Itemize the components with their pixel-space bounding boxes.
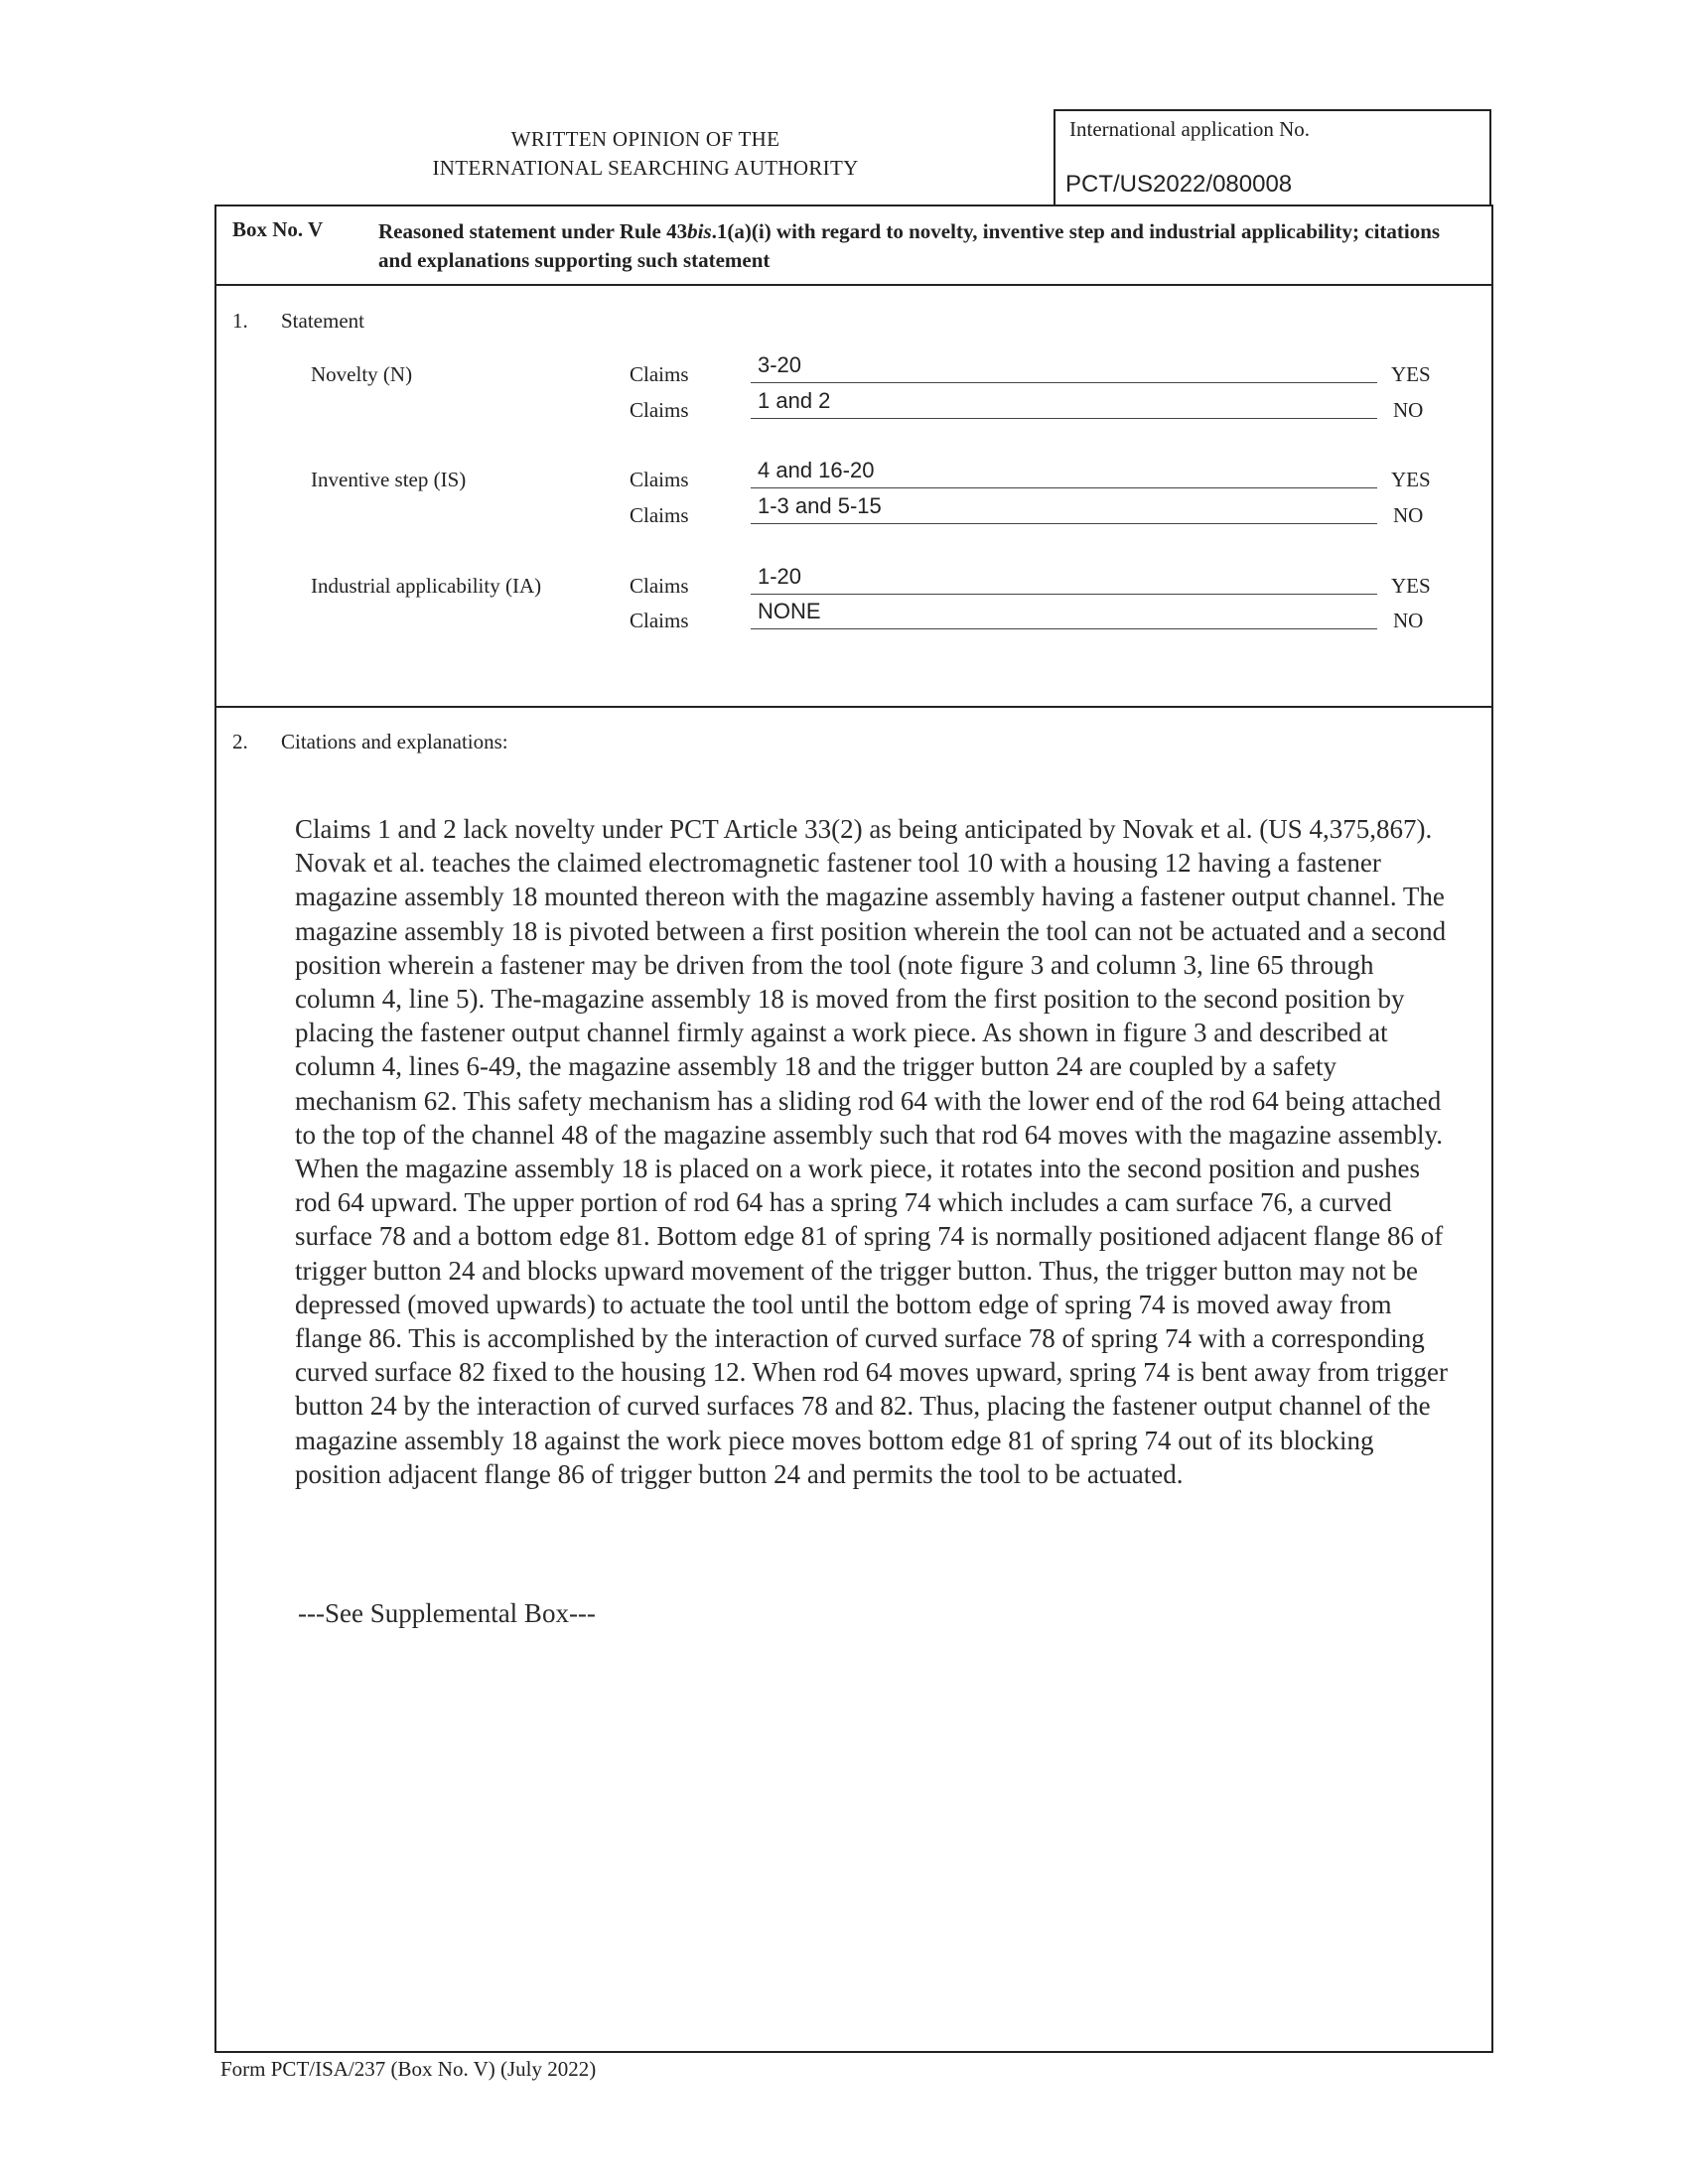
novelty-yes-claims: 3-20 [751, 353, 1377, 383]
inventive-yes-claims: 4 and 16-20 [751, 459, 1377, 488]
industrial-no-claims: NONE [751, 600, 1377, 629]
box-number: Box No. V [232, 217, 324, 241]
box-title-italic: bis [687, 219, 712, 243]
title-line-2: INTERNATIONAL SEARCHING AUTHORITY [432, 156, 859, 180]
novelty-no-claims: 1 and 2 [751, 389, 1377, 419]
box-title-prefix: Reasoned statement under Rule 43 [378, 219, 688, 243]
application-number: PCT/US2022/080008 [1065, 171, 1293, 198]
claims-word: Claims [630, 574, 689, 598]
application-number-label: International application No. [1069, 117, 1311, 141]
claims-word: Claims [630, 503, 689, 527]
document-title [298, 125, 993, 183]
yes-label: YES [1391, 574, 1431, 598]
no-label: NO [1393, 609, 1424, 632]
box-title-suffix: .1(a)(i) with regard to novelty, inventive step and industrial applicability; citations and explanations supporting such statement [378, 219, 1441, 272]
no-label: NO [1393, 503, 1424, 527]
novelty-label: Novelty (N) [311, 362, 413, 386]
box-v-container [214, 205, 1493, 2053]
industrial-yes-claims: 1-20 [751, 565, 1377, 595]
citations-number: 2. [232, 730, 248, 753]
industrial-applicability-label: Industrial applicability (IA) [311, 574, 542, 598]
inventive-step-label: Inventive step (IS) [311, 468, 467, 491]
no-label: NO [1393, 398, 1424, 422]
title-line-1: WRITTEN OPINION OF THE [510, 127, 780, 151]
box-title [378, 217, 1471, 275]
claims-word: Claims [630, 468, 689, 491]
form-footer: Form PCT/ISA/237 (Box No. V) (July 2022) [220, 2057, 597, 2081]
application-number-box [1054, 109, 1491, 205]
claims-word: Claims [630, 362, 689, 386]
citations-label: Citations and explanations: [281, 730, 508, 753]
claims-word: Claims [630, 398, 689, 422]
statement-number: 1. [232, 309, 248, 333]
supplemental-note: ---See Supplemental Box--- [298, 1598, 596, 1628]
yes-label: YES [1391, 362, 1431, 386]
divider-middle [216, 706, 1491, 708]
claims-word: Claims [630, 609, 689, 632]
statement-label: Statement [281, 309, 364, 333]
yes-label: YES [1391, 468, 1431, 491]
inventive-no-claims: 1-3 and 5-15 [751, 494, 1377, 524]
citations-body: Claims 1 and 2 lack novelty under PCT Article 33(2) as being anticipated by Novak et al. (US 4,375,867). Novak et al. teaches the claimed electromagnetic fastener tool 10 with a housing 12 having a fastener magazine assembly 18 mounted thereon with the magazine assembly having a fastener output channel. The magazine assembly 18 is pivoted between a first position wherein the tool can not be actuated and a second position wherein a fastener may be driven from the tool (note figure 3 and column 3, line 65 through column 4, line 5). The-magazine assembly 18 is moved from the first position to the second position by placing the fastener output channel firmly against a work piece. As shown in figure 3 and described at column 4, lines 6-49, the magazine assembly 18 and the trigger button 24 are coupled by a safety mechanism 62. This safety mechanism has a sliding rod 64 with the lower end of the rod 64 being attached to the top of the channel 48 of the magazine assembly such that rod 64 moves with the magazine assembly. When the magazine assembly 18 is placed on a work piece, it rotates into the second position and pushes rod 64 upward. The upper portion of rod 64 has a spring 74 which includes a cam surface 76, a curved surface 78 and a bottom edge 81. Bottom edge 81 of spring 74 is normally positioned adjacent flange 86 of trigger button 24 and blocks upward movement of the trigger button. Thus, the trigger button may not be depressed (moved upwards) to actuate the tool until the bottom edge of spring 74 is moved away from flange 86. This is accomplished by the interaction of curved surface 78 of spring 74 with a corresponding curved surface 82 fixed to the housing 12. When rod 64 moves upward, spring 74 is bent away from trigger button 24 by the interaction of curved surfaces 78 and 82. Thus, placing the fastener output channel of the magazine assembly 18 against the work piece moves bottom edge 81 of spring 74 out of its blocking position adjacent flange 86 of trigger button 24 and permits the tool to be actuated. [295, 814, 1448, 1489]
divider-top [216, 284, 1491, 286]
